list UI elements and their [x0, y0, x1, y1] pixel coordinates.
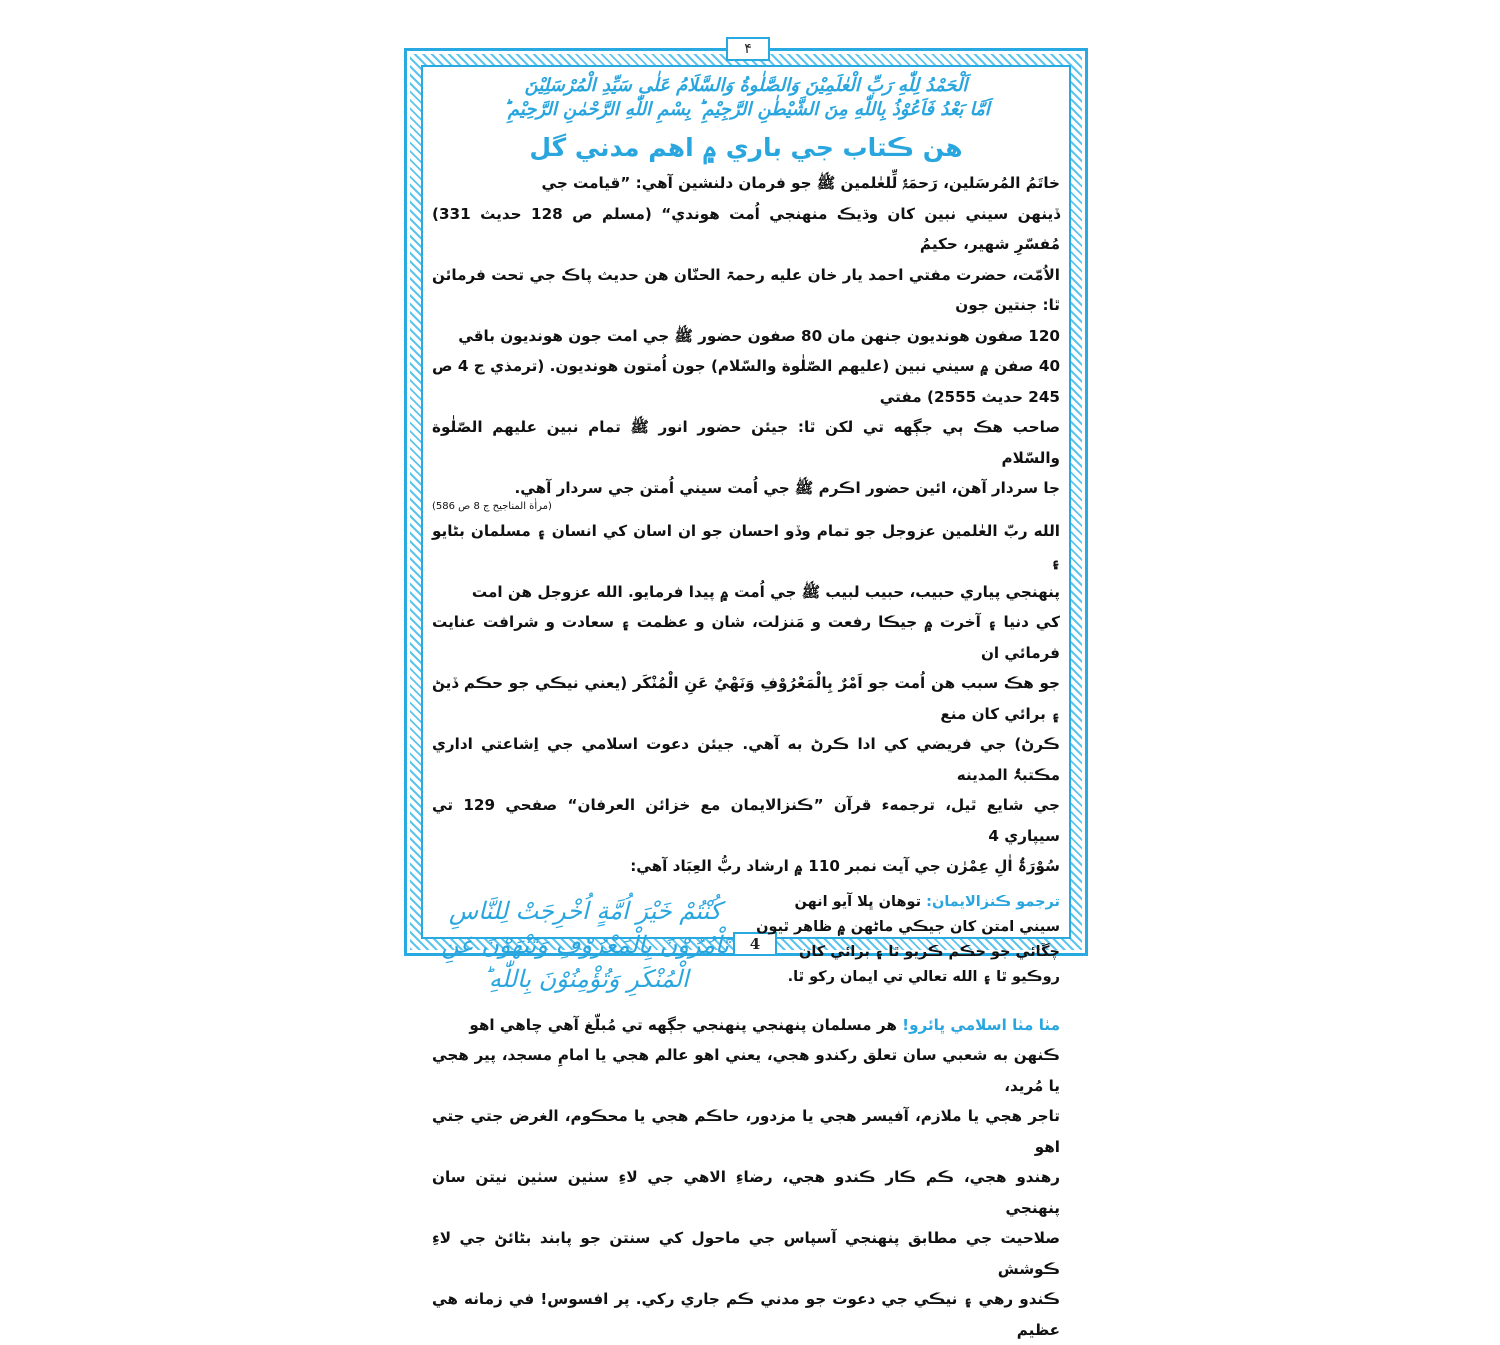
- paragraph-3-label: مٺا مٺا اسلامي ڀائرو!: [902, 1016, 1060, 1034]
- paragraph-line: جي شايع ٿيل، ترجمهء قرآن ”ڪنزالايمان مع خزائن العرفان“ صفحي 129 تي سيپاري 4: [432, 790, 1060, 851]
- arabic-header-line-1: اَلْحَمْدُ لِلّٰهِ رَبِّ الْعٰلَمِيْنَ وَالصَّلٰوةُ وَالسَّلَامُ عَلٰى سَيِّدِ الْمُرْسَلِيْنَ: [432, 74, 1060, 98]
- ayah-arabic: [440, 888, 730, 996]
- paragraph-line: ڪندو رهي ۽ نيڪي جي دعوت جو مدني ڪم جاري رکي. پر افسوس! في زمانه هي عظيم: [432, 1284, 1060, 1345]
- translation-line: چڱائي جو حڪم ڪريو ٿا ۽ برائي کان: [730, 940, 1060, 965]
- paragraph-line: 40 صفن ۾ سيني نبين (عليهم الصّلٰوة والسّلام) جون اُمتون هونديون. (ترمذي ج 4 ص 245 حديث 2555) مفتي: [432, 351, 1060, 412]
- translation-line: روڪيو ٿا ۽ الله تعالي تي ايمان رکو ٿا.: [730, 965, 1060, 990]
- translation-line: سيني امتن کان جيڪي ماڻهن ۾ ظاهر ٿيون: [730, 915, 1060, 940]
- paragraph-line: 120 صفون هونديون جنهن مان 80 صفون حضور ﷺ جي امت جون هونديون باقي: [432, 321, 1060, 352]
- paragraph-3: [432, 1010, 1060, 1345]
- paragraph-line: ڪرڻ) جي فريضي کي ادا ڪرڻ به آهي. جيئن دعوت اسلامي جي اِشاعتي اداري مڪتبۃُ المدينه: [432, 729, 1060, 790]
- page-content: [432, 74, 1060, 930]
- page-heading: هن ڪتاب جي باري ۾ اهم مدني گل: [432, 132, 1060, 164]
- ayah-arabic-line: الْمُنْكَرِ وَتُؤْمِنُوْنَ بِاللّٰهِ ؕ: [440, 962, 730, 996]
- paragraph-2: [432, 516, 1060, 882]
- paragraph-line: صاحب هڪ ٻي جڳهه تي لکن ٿا: جيئن حضور انور ﷺ تمام نبين عليهم الصّلٰوة والسّلام: [432, 412, 1060, 473]
- reference-mirat: (مراٰة المناجيح ج 8 ص 586): [432, 500, 1060, 514]
- ayah-arabic-line: تَاْمُرُوْنَ بِالْمَعْرُوْفِ وَتَنْهَوْنَ عَنِ: [440, 928, 730, 962]
- paragraph-line: ڏينهن سيني نبين کان وڌيڪ منهنجي اُمت هوندي“ (مسلم ص 128 حديث 331) مُفسّرِ شهير، حکيمُ: [432, 199, 1060, 260]
- paragraph-line: الاُمّت، حضرت مفتي احمد يار خان عليه رحمۃ الحنّان هن حديث پاڪ جي تحت فرمائن ٿا: جنتين جون: [432, 260, 1060, 321]
- paragraph-line: رهندو هجي، ڪم ڪار ڪندو هجي، رضاءِ الاهي جي لاءِ سٺين سٺين نيتن سان پنهنجي: [432, 1162, 1060, 1223]
- ayah-arabic-line: كُنْتُمْ خَيْرَ اُمَّةٍ اُخْرِجَتْ لِلنَّاسِ: [440, 894, 730, 928]
- paragraph-line: صلاحيت جي مطابق پنهنجي آسپاس جي ماحول کي سنتن جو پابند بڻائڻ جي لاءِ ڪوشش: [432, 1223, 1060, 1284]
- paragraph-line: جا سردار آهن، ائين حضور اڪرم ﷺ جي اُمت سيني اُمتن جي سردار آهي.: [432, 473, 1060, 504]
- ayah-block: [432, 888, 1060, 996]
- arabic-header: [432, 74, 1060, 122]
- page-number-top: ۴: [726, 37, 770, 61]
- paragraph-1: [432, 168, 1060, 514]
- paragraph-line: جو هڪ سبب هن اُمت جو اَمْرٌ بِالْمَعْرُوْفِ وَنَهْيٌ عَنِ الْمُنْكَر (يعني نيڪي جو حڪم ڏيڻ ۽ برائي کان منع: [432, 668, 1060, 729]
- page-number-bottom: 4: [733, 932, 777, 956]
- paragraph-line: سُوْرَۃُ اٰلِ عِمْرٰن جي آيت نمبر 110 ۾ ارشاد ربُّ العِبَاد آهي:: [432, 851, 1060, 882]
- translation-label: ترجمو ڪنزالايمان:: [926, 894, 1060, 910]
- paragraph-line: پنهنجي پياري حبيب، حبيب لبيب ﷺ جي اُمت ۾ پيدا فرمايو. الله عزوجل هن امت: [432, 577, 1060, 608]
- paragraph-line: ڪنهن به شعبي سان تعلق رکندو هجي، يعني اهو عالم هجي يا امامِ مسجد، پير هجي يا مُريد،: [432, 1040, 1060, 1101]
- translation-line: توهان ڀلا آيو انهن: [795, 894, 922, 910]
- paragraph-line: کي دنيا ۽ آخرت ۾ جيڪا رفعت و مَنزلت، شان و عظمت ۽ سعادت و شرافت عنايت فرمائي ان: [432, 607, 1060, 668]
- paragraph-line: هر مسلمان پنهنجي پنهنجي جڳهه تي مُبلّغ آهي چاهي اهو: [469, 1016, 897, 1034]
- paragraph-line: تاجر هجي يا ملازم، آفيسر هجي يا مزدور، حاڪم هجي يا محڪوم، الغرض جتي جتي اهو: [432, 1101, 1060, 1162]
- arabic-header-line-2: اَمَّا بَعْدُ فَاَعُوْذُ بِاللّٰهِ مِنَ الشَّيْطٰنِ الرَّجِيْمِ ؕ بِسْمِ اللّٰهِ الرَّحْمٰنِ الرَّحِيْمِ ؕ: [432, 98, 1060, 122]
- ayah-translation: [730, 888, 1060, 996]
- paragraph-line: الله ربّ العٰلمين عزوجل جو تمام وڏو احسان جو ان اسان کي انسان ۽ مسلمان بڻايو ۽: [432, 516, 1060, 577]
- paragraph-line: خاتَمُ المُرسَلين، رَحمَۃٌ لِّلعٰلمین ﷺ جو فرمان دلنشين آهي: ”قيامت جي: [432, 168, 1060, 199]
